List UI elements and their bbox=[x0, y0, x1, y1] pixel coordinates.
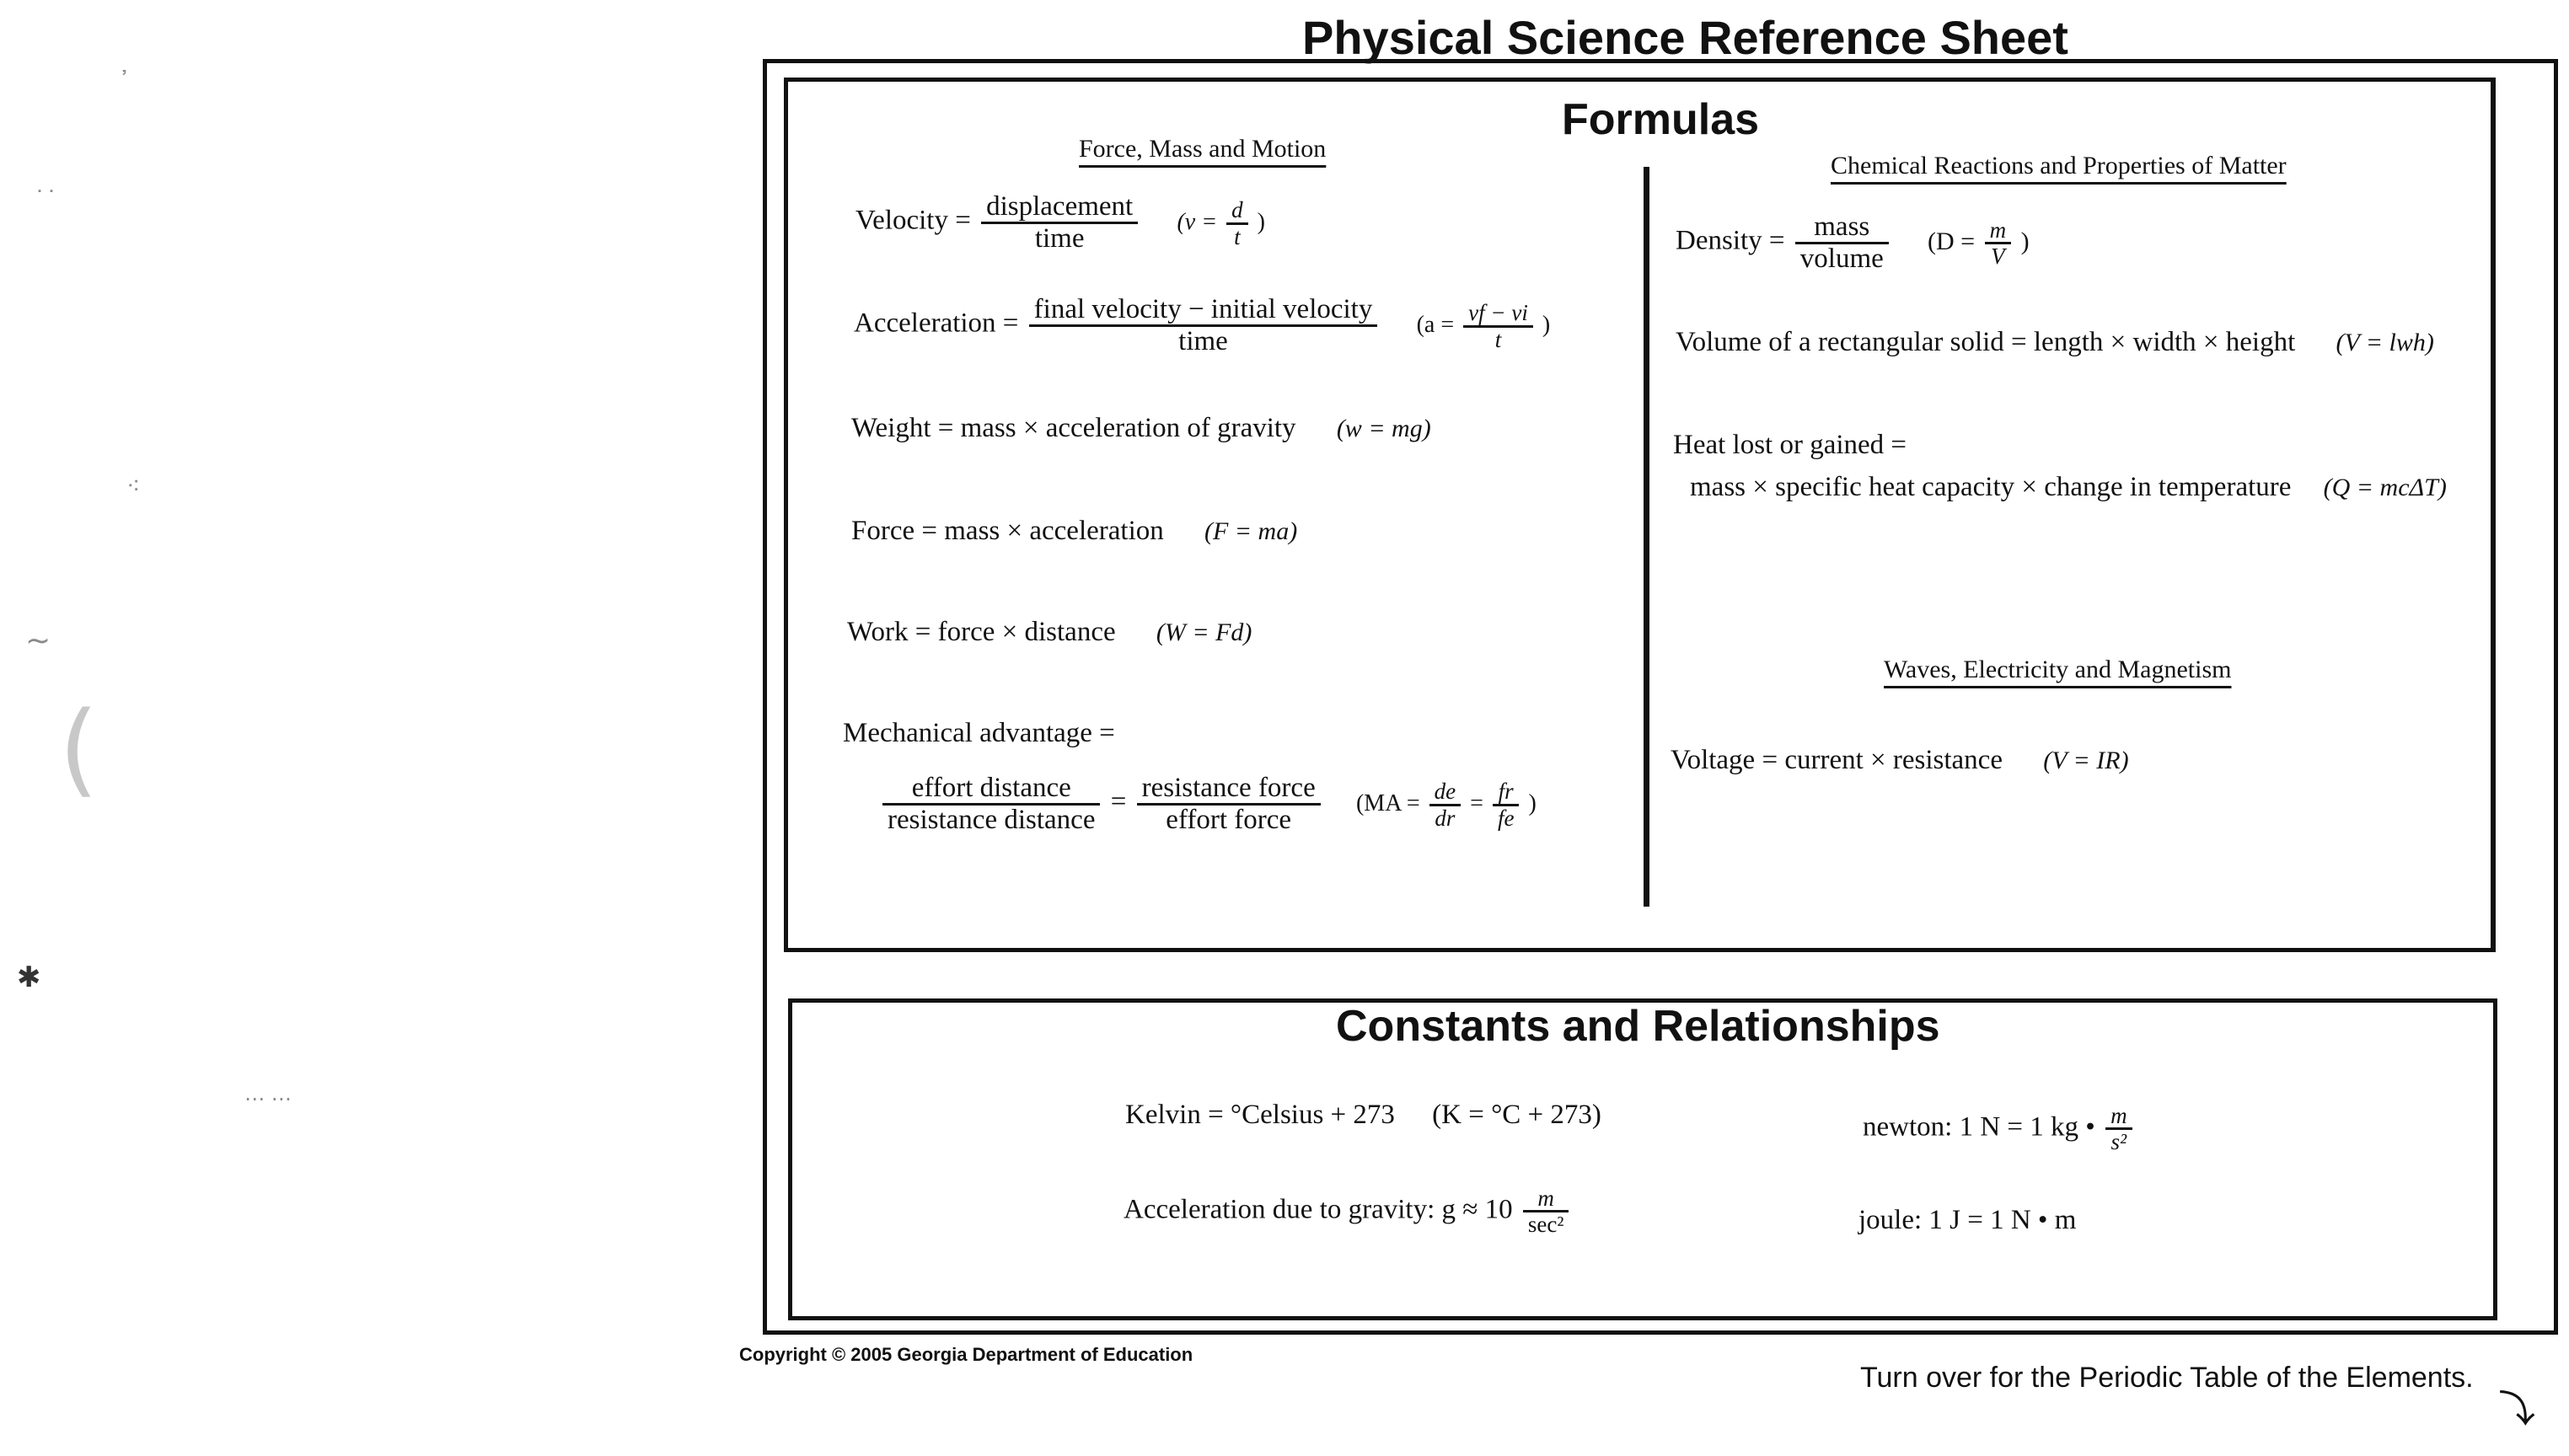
scan-speck: ✱ bbox=[17, 961, 41, 994]
symbol-numerator: d bbox=[1226, 198, 1248, 224]
symbol-open: (a = bbox=[1416, 311, 1455, 338]
newton-text: newton: 1 N = 1 kg • bbox=[1863, 1111, 2095, 1143]
curved-arrow-down-icon: ⤵ bbox=[2499, 1389, 2535, 1429]
formulas-heading: Formulas bbox=[1562, 95, 1760, 144]
fraction-denominator: sec² bbox=[1527, 1212, 1564, 1238]
symbol-numerator: de bbox=[1429, 779, 1461, 806]
copyright-notice: Copyright © 2005 Georgia Department of Education bbox=[739, 1344, 1193, 1365]
column-divider bbox=[1644, 167, 1649, 907]
symbol-denominator: fe bbox=[1497, 805, 1515, 831]
symbol-open: (v = bbox=[1177, 208, 1218, 235]
symbol-numerator: vf − vi bbox=[1463, 301, 1533, 327]
turn-over-note: Turn over for the Periodic Table of the Elements. bbox=[1860, 1362, 2474, 1394]
section-heading-chemical-reactions: Chemical Reactions and Properties of Matter bbox=[1831, 152, 2287, 179]
scan-speck: ~ bbox=[25, 624, 51, 658]
velocity-fraction bbox=[981, 192, 1138, 253]
voltage-symbol: (V = IR) bbox=[2043, 747, 2129, 774]
kelvin-symbol: (K = °C + 273) bbox=[1432, 1100, 1601, 1130]
symbol-close: ) bbox=[1542, 311, 1551, 338]
work-formula bbox=[847, 617, 1252, 648]
symbol-close: ) bbox=[1528, 790, 1537, 816]
heat-text: mass × specific heat capacity × change in temperature bbox=[1690, 472, 2292, 502]
scan-speck: ᾽ bbox=[118, 67, 131, 97]
symbol-equals: = bbox=[1470, 790, 1483, 816]
acceleration-symbol bbox=[1416, 300, 1551, 352]
scan-speck: ( bbox=[59, 691, 99, 808]
equals-sign: = bbox=[1110, 786, 1127, 817]
volume-text: Volume of a rectangular solid = length × width × height bbox=[1676, 327, 2296, 357]
work-symbol: (W = Fd) bbox=[1156, 618, 1252, 646]
density-formula bbox=[1676, 212, 2030, 273]
scan-speck: ⋯ ⋯ bbox=[244, 1087, 292, 1111]
heat-symbol: (Q = mcΔT) bbox=[2323, 474, 2447, 501]
gravity-text: Acceleration due to gravity: g ≈ 10 bbox=[1124, 1194, 1513, 1225]
fraction-denominator: effort force bbox=[1166, 804, 1292, 835]
symbol-fraction bbox=[1463, 301, 1533, 351]
force-symbol: (F = ma) bbox=[1204, 517, 1298, 545]
distance-fraction bbox=[882, 774, 1100, 834]
symbol-open: (MA = bbox=[1355, 790, 1420, 816]
fraction-numerator: final velocity − initial velocity bbox=[1029, 295, 1378, 327]
fraction-denominator: s² bbox=[2110, 1129, 2127, 1155]
symbol-denominator: t bbox=[1494, 326, 1502, 352]
volume-symbol: (V = lwh) bbox=[2336, 329, 2434, 356]
weight-formula bbox=[851, 413, 1431, 444]
scan-speck: ˙˙ bbox=[34, 185, 57, 213]
symbol-denominator: t bbox=[1234, 223, 1241, 249]
symbol-close: ) bbox=[2020, 227, 2030, 255]
velocity-label: Velocity = bbox=[855, 205, 971, 236]
acceleration-fraction bbox=[1029, 295, 1378, 356]
force-formula bbox=[851, 516, 1297, 547]
constants-heading: Constants and Relationships bbox=[1336, 1002, 1940, 1051]
velocity-symbol bbox=[1177, 197, 1265, 249]
symbol-numerator: m bbox=[1985, 218, 2012, 244]
symbol-denominator: V bbox=[1991, 244, 2005, 270]
force-text: Force = mass × acceleration bbox=[851, 516, 1164, 546]
mechanical-advantage-label: Mechanical advantage = bbox=[843, 718, 1115, 748]
fraction-numerator: resistance force bbox=[1137, 774, 1321, 806]
fraction-numerator: mass bbox=[1795, 212, 1889, 244]
symbol-denominator: dr bbox=[1435, 805, 1456, 831]
fraction-numerator: displacement bbox=[981, 192, 1138, 224]
fraction-numerator: effort distance bbox=[882, 774, 1100, 806]
force-fraction bbox=[1137, 774, 1321, 834]
gravity-constant bbox=[1124, 1186, 1572, 1237]
joule-relationship: joule: 1 J = 1 N • m bbox=[1858, 1205, 2077, 1235]
acceleration-label: Acceleration = bbox=[854, 308, 1019, 339]
heat-formula bbox=[1690, 472, 2447, 503]
symbol-fraction bbox=[1226, 198, 1248, 249]
symbol-fraction bbox=[1985, 218, 2012, 269]
mechanical-advantage-symbol bbox=[1355, 779, 1537, 831]
symbol-numerator: fr bbox=[1493, 779, 1520, 806]
kelvin-text: Kelvin = °Celsius + 273 bbox=[1125, 1100, 1395, 1130]
page-title: Physical Science Reference Sheet bbox=[1302, 11, 2068, 64]
symbol-close: ) bbox=[1257, 208, 1265, 235]
symbol-fraction-distance bbox=[1429, 779, 1461, 830]
fraction-numerator: m bbox=[2105, 1104, 2132, 1130]
fraction-denominator: resistance distance bbox=[888, 804, 1096, 835]
symbol-fraction-force bbox=[1493, 779, 1520, 830]
weight-symbol: (w = mg) bbox=[1336, 415, 1431, 442]
density-fraction bbox=[1795, 212, 1889, 273]
fraction-denominator: volume bbox=[1799, 243, 1884, 274]
newton-unit-fraction bbox=[2105, 1104, 2132, 1154]
kelvin-relationship bbox=[1125, 1100, 1601, 1131]
acceleration-formula bbox=[854, 295, 1550, 356]
work-text: Work = force × distance bbox=[847, 617, 1116, 647]
density-symbol bbox=[1928, 217, 2030, 270]
mechanical-advantage-formula bbox=[879, 774, 1537, 834]
volume-formula bbox=[1676, 327, 2434, 358]
voltage-text: Voltage = current × resistance bbox=[1671, 745, 2003, 775]
fraction-numerator: m bbox=[1523, 1186, 1569, 1212]
weight-text: Weight = mass × acceleration of gravity bbox=[851, 413, 1296, 443]
density-label: Density = bbox=[1676, 225, 1785, 256]
newton-relationship bbox=[1863, 1104, 2136, 1154]
section-heading-waves: Waves, Electricity and Magnetism bbox=[1884, 656, 2232, 683]
section-heading-force-mass-motion: Force, Mass and Motion bbox=[1079, 135, 1327, 163]
scan-speck: ⁖ bbox=[126, 472, 141, 500]
voltage-formula bbox=[1671, 745, 2129, 776]
symbol-open: (D = bbox=[1928, 227, 1976, 255]
fraction-denominator: time bbox=[1034, 222, 1085, 254]
heat-label: Heat lost or gained = bbox=[1673, 430, 1907, 460]
gravity-unit-fraction bbox=[1523, 1186, 1569, 1237]
velocity-formula bbox=[855, 192, 1265, 253]
fraction-denominator: time bbox=[1178, 325, 1228, 356]
